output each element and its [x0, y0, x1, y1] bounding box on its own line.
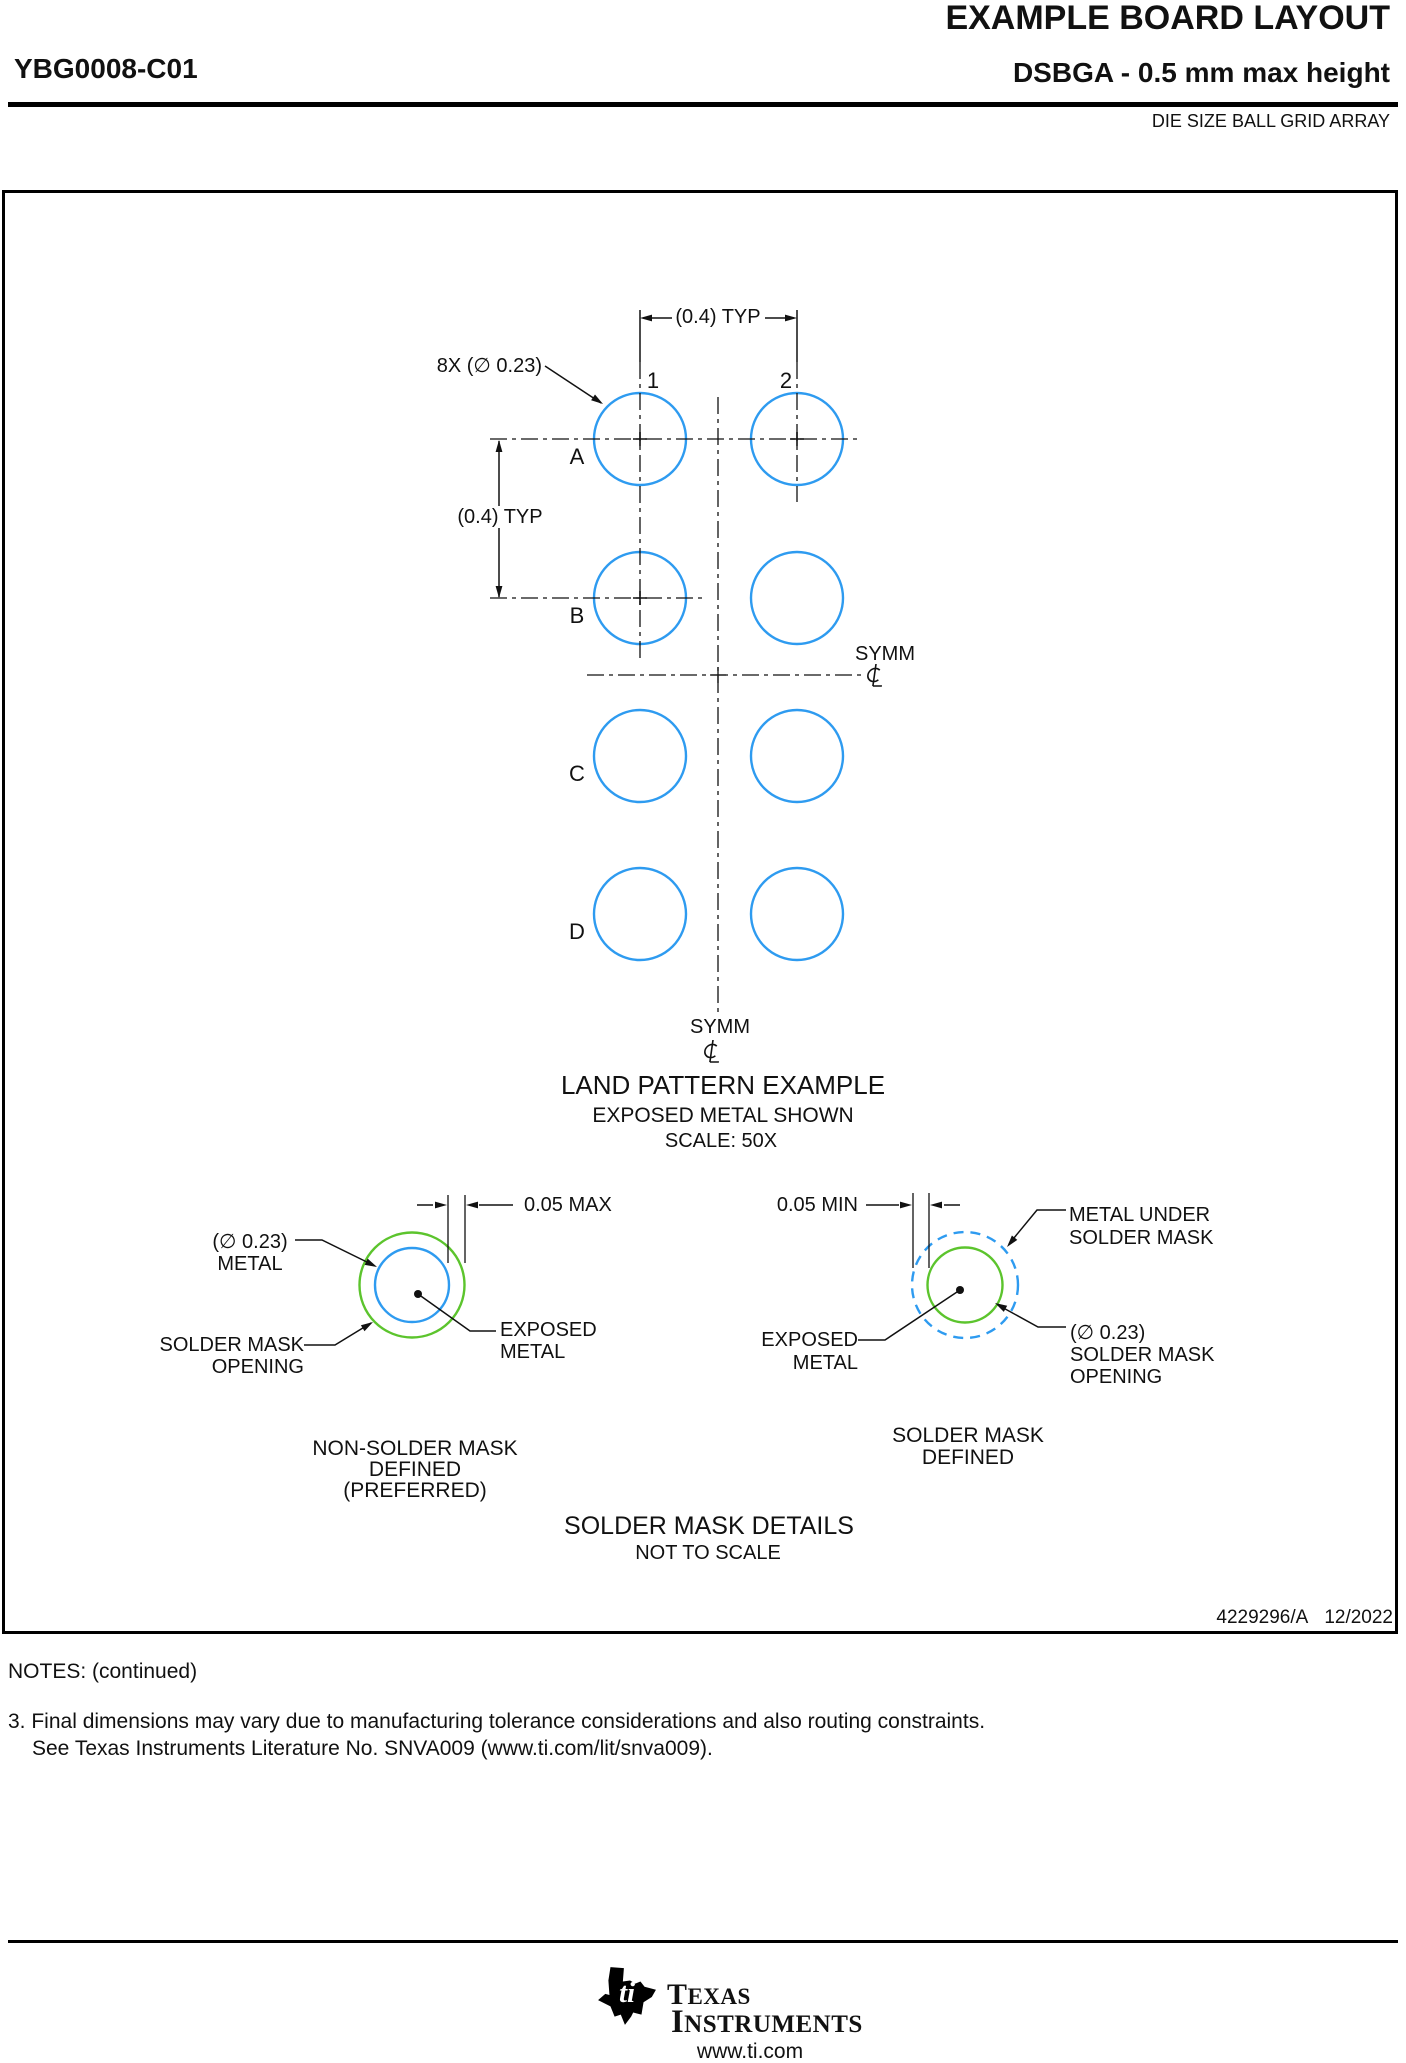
nsmd-metal-label — [212, 1231, 287, 1275]
horizontal-pitch-label: (0.4) TYP — [675, 306, 761, 328]
brand-texas: TEXAS — [667, 1978, 751, 2011]
note-3-line2: See Texas Instruments Literature No. SNVA009 (www.ti.com/lit/snva009). — [32, 1737, 713, 1760]
nsmd-detail-diagram — [295, 1195, 513, 1345]
smd-opening-line2: SOLDER MASK — [1070, 1344, 1215, 1366]
solder-mask-details-title: SOLDER MASK DETAILS — [564, 1512, 854, 1540]
smd-caption-line1: SOLDER MASK — [892, 1424, 1044, 1447]
nsmd-caption — [312, 1438, 517, 1501]
smd-metal-under-label — [1069, 1204, 1213, 1250]
nsmd-caption-line2: DEFINED — [368, 1458, 462, 1481]
centerlines — [490, 362, 865, 1012]
symm-label-right: SYMM — [855, 643, 915, 665]
nsmd-exposed-line2: METAL — [500, 1341, 566, 1363]
svg-text:ti: ti — [618, 1977, 636, 2010]
ti-website-link[interactable]: www.ti.com — [696, 2040, 804, 2063]
smd-metal-line1: METAL UNDER — [1069, 1204, 1211, 1226]
nsmd-dimension-label: 0.05 MAX — [524, 1194, 612, 1216]
smd-exposed-line1: EXPOSED — [761, 1329, 858, 1351]
smd-exposed-line2: METAL — [792, 1352, 858, 1374]
pad-center-marks — [633, 432, 804, 605]
page-title: EXAMPLE BOARD LAYOUT — [945, 0, 1390, 37]
smd-metal-line2: SOLDER MASK — [1069, 1227, 1214, 1249]
exposed-metal-dot — [956, 1286, 964, 1294]
smd-opening-line1: (∅ 0.23) — [1070, 1322, 1146, 1344]
pad-callout-leader — [545, 366, 603, 404]
symm-label-bottom: SYMM — [690, 1016, 750, 1038]
centerline-symbol — [866, 664, 885, 686]
smd-exposed-label — [761, 1329, 858, 1375]
land-pattern-subtitle2: SCALE: 50X — [664, 1130, 778, 1152]
smd-dimension-label: 0.05 MIN — [776, 1194, 858, 1216]
symm-cross — [710, 667, 726, 683]
smd-opening-label — [1070, 1322, 1214, 1388]
nsmd-opening-label — [160, 1334, 304, 1378]
ti-texas-logo-icon — [596, 1965, 658, 2027]
solder-mask-details-subtitle: NOT TO SCALE — [635, 1542, 781, 1564]
revision-date: 12/2022 — [1324, 1607, 1393, 1628]
nsmd-exposed-line1: EXPOSED — [500, 1319, 597, 1341]
vertical-pitch-label: (0.4) TYP — [452, 506, 547, 528]
row-label-c: C — [569, 761, 585, 786]
smd-opening-line3: OPENING — [1070, 1366, 1163, 1388]
row-label-a: A — [569, 444, 585, 469]
notes-heading: NOTES: (continued) — [8, 1660, 198, 1683]
smd-detail-diagram — [858, 1193, 1066, 1340]
nsmd-dimension — [448, 1195, 465, 1263]
row-label-b: B — [569, 603, 585, 628]
nsmd-metal-line1: (∅ 0.23) — [212, 1231, 288, 1253]
nsmd-opening-line1: SOLDER MASK — [159, 1334, 304, 1356]
nsmd-exposed-label — [500, 1319, 597, 1363]
pad-callout-label: 8X (∅ 0.23) — [436, 355, 542, 377]
document-number: 4229296/A — [1216, 1607, 1309, 1628]
row-label-d: D — [569, 919, 585, 944]
note-3-line1: 3. Final dimensions may vary due to manufacturing tolerance considerations and also routing constraints. — [8, 1710, 986, 1733]
nsmd-opening-line2: OPENING — [211, 1356, 304, 1378]
land-pattern-diagram — [490, 310, 885, 1062]
brand-instruments: INSTRUMENTS — [671, 2004, 863, 2040]
centerline-symbol — [703, 1040, 722, 1062]
land-pattern-title: LAND PATTERN EXAMPLE — [560, 1070, 886, 1100]
package-subtitle: DSBGA - 0.5 mm max height — [1012, 57, 1390, 88]
column-label-1: 1 — [646, 368, 660, 393]
smd-caption — [892, 1425, 1044, 1469]
nsmd-caption-line3: (PREFERRED) — [343, 1479, 487, 1502]
smd-caption-line2: DEFINED — [921, 1446, 1015, 1469]
nsmd-caption-line1: NON-SOLDER MASK — [312, 1437, 518, 1460]
column-label-2: 2 — [779, 368, 793, 393]
package-family: DIE SIZE BALL GRID ARRAY — [1151, 111, 1390, 131]
land-pattern-subtitle1: EXPOSED METAL SHOWN — [592, 1104, 854, 1127]
nsmd-metal-line2: METAL — [217, 1253, 283, 1275]
package-part-number: YBG0008-C01 — [14, 53, 198, 84]
